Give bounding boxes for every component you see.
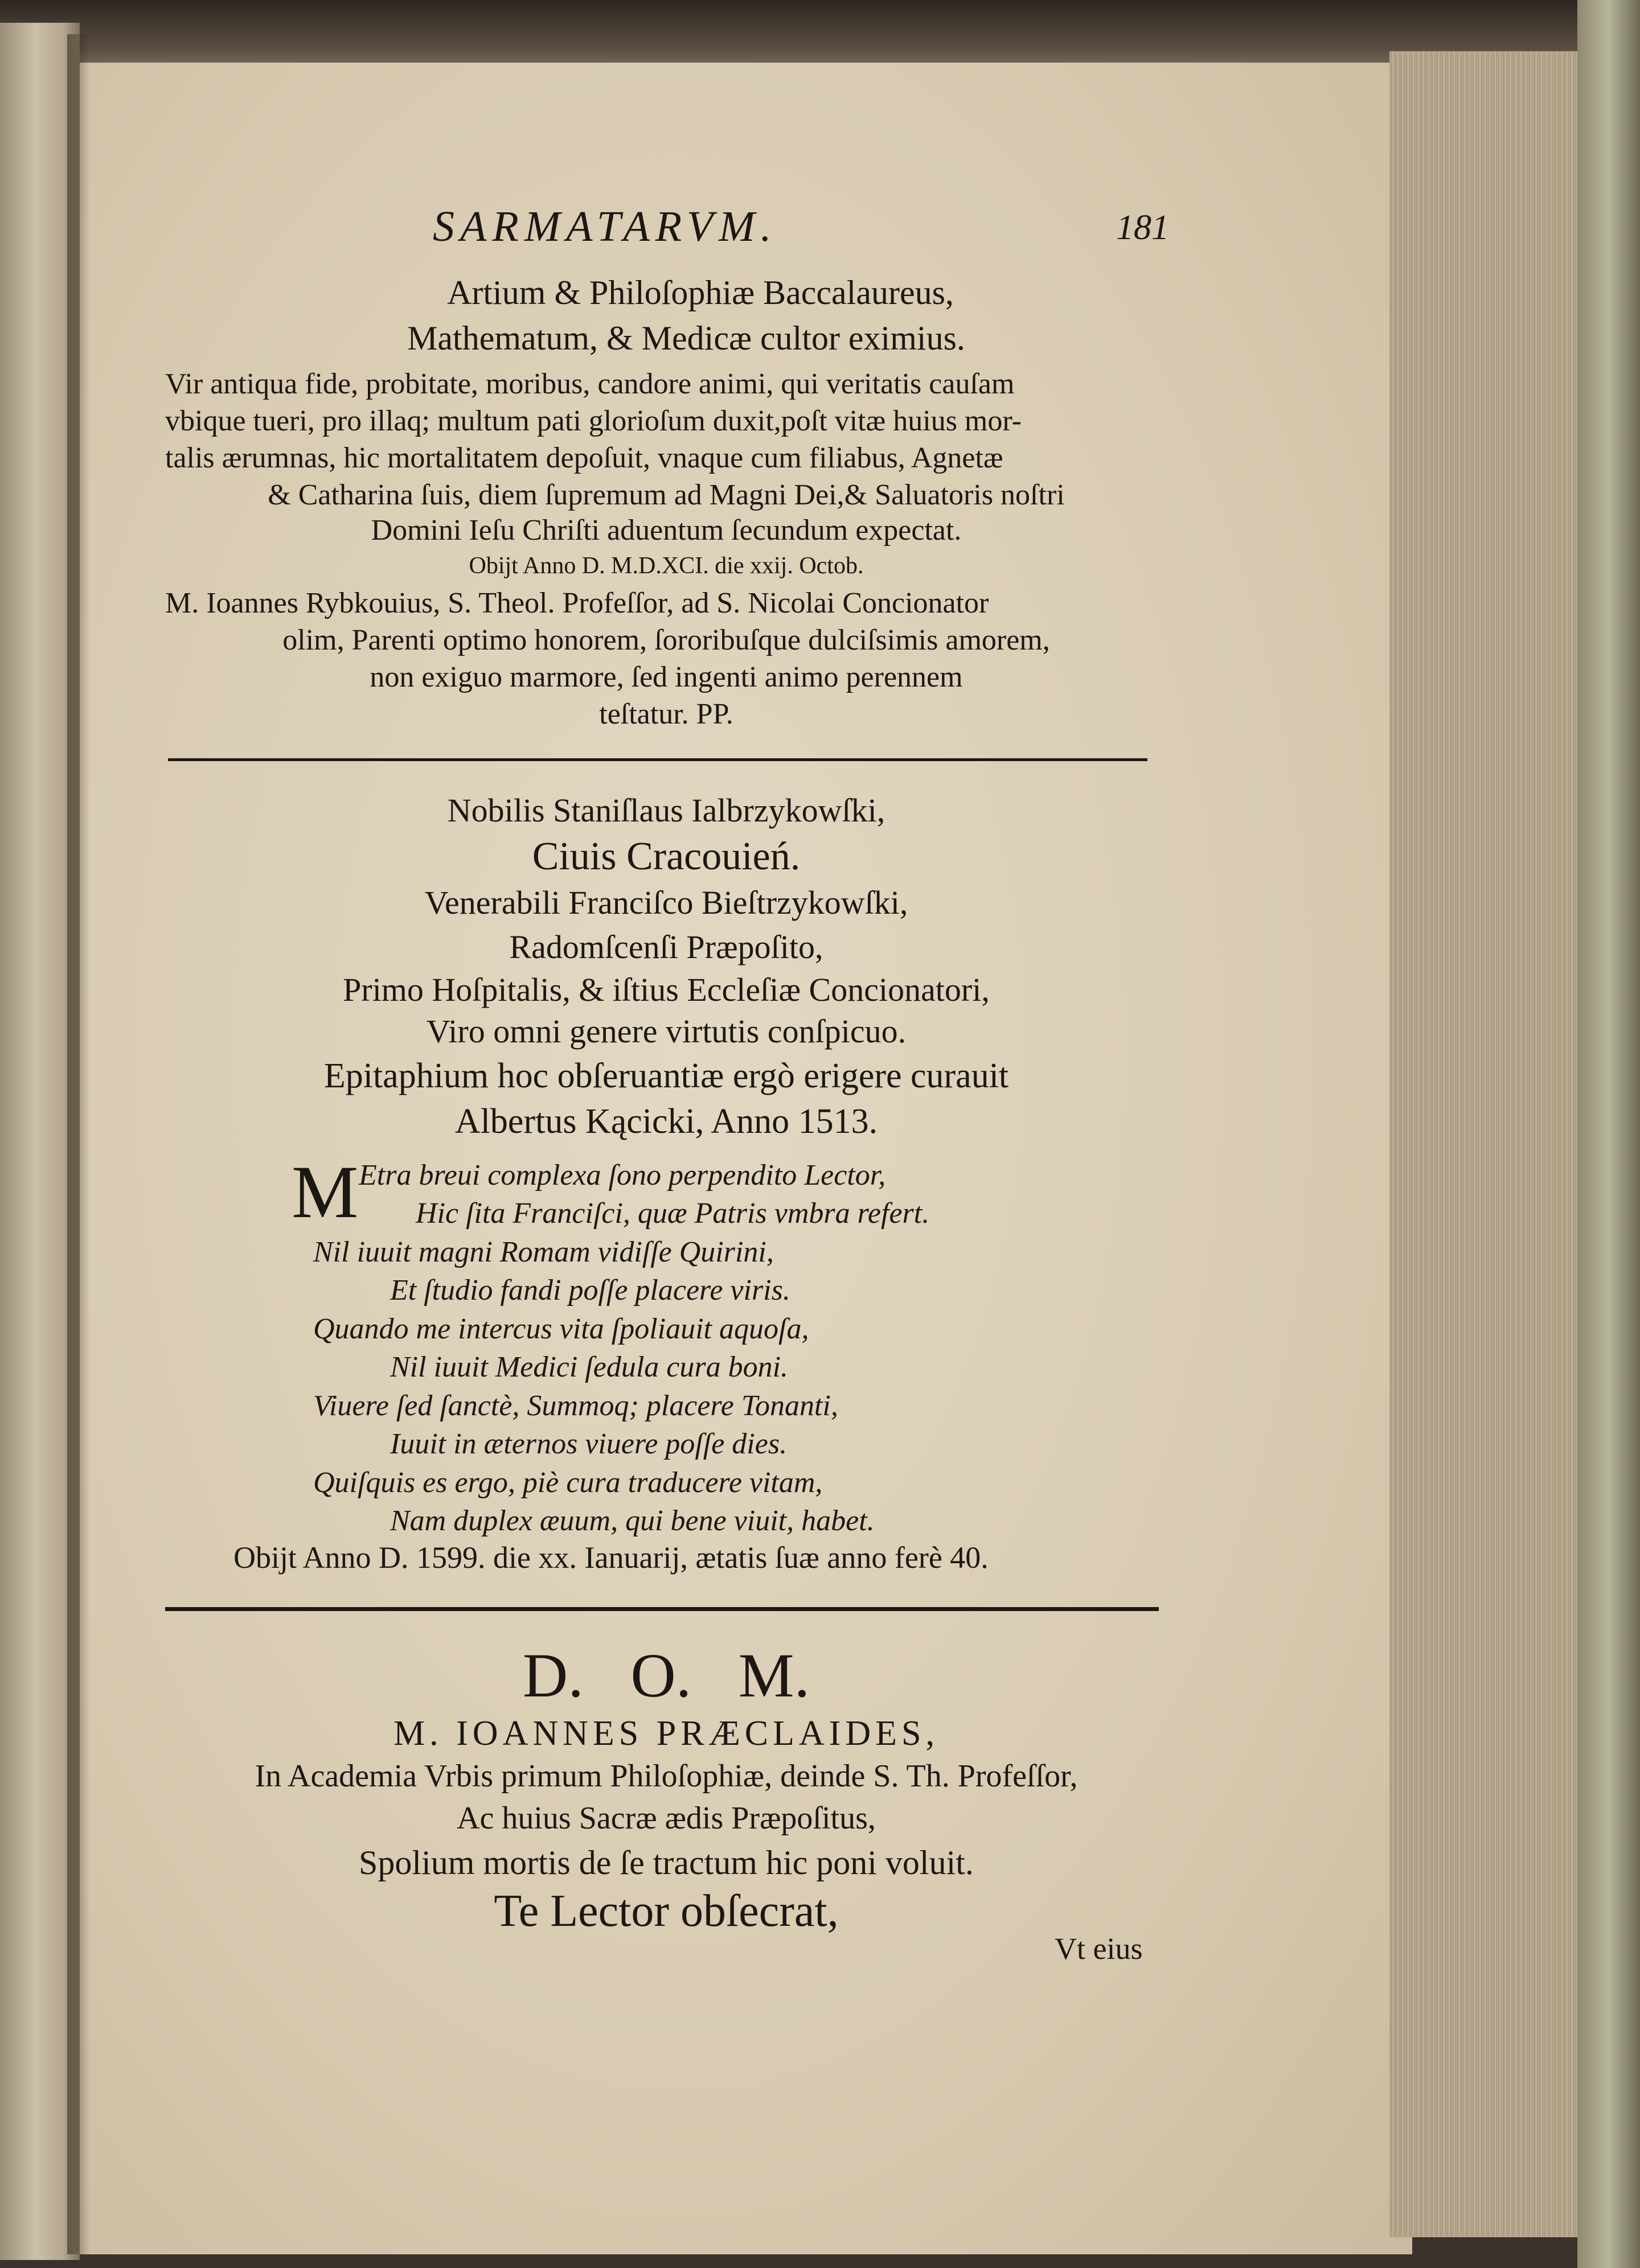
divider-rule [168, 758, 1147, 761]
dom-heading: D. O. M. [522, 1641, 810, 1710]
text-line: Mathematum, & Medicæ cultor eximius. [407, 319, 965, 357]
book-cover [1577, 0, 1640, 2268]
text-line: Nobilis Staniſlaus Ialbrzykowſki, [447, 792, 885, 829]
text-line: Ciuis Cracouień. [532, 835, 801, 878]
poem-line: Quando me intercus vita ſpoliauit aquoſa, [313, 1313, 809, 1345]
text-line: talis ærumnas, hic mortalitatem depoſuit, vnaque cum filiabus, Agnetæ [165, 442, 1003, 474]
text-line: Ac huius Sacræ ædis Præpoſitus, [457, 1801, 876, 1836]
date-line: Obijt Anno D. M.D.XCI. die xxij. Octob. [469, 553, 864, 579]
text-line: teſtatur. PP. [599, 698, 733, 730]
text-line: Primo Hoſpitalis, & iſtius Eccleſiæ Concionatori, [343, 971, 990, 1008]
text-line: Domini Ieſu Chriſti aduentum ſecundum expectat. [371, 514, 962, 547]
poem-line: Quiſquis es ergo, piè cura traducere vitam, [313, 1466, 823, 1499]
poem-line: Hic ſita Franciſci, quæ Patris vmbra refert. [416, 1197, 930, 1230]
gutter-shadow [67, 34, 90, 2254]
page-number: 181 [1116, 208, 1169, 247]
date-line: Obijt Anno D. 1599. die xx. Ianuarij, ætatis ſuæ anno ferè 40. [233, 1540, 989, 1575]
text-line: Vir antiqua fide, probitate, moribus, candore animi, qui veritatis cauſam [165, 368, 1015, 400]
text-line: Spolium mortis de ſe tractum hic poni voluit. [359, 1844, 974, 1881]
poem-line: Nam duplex æuum, qui bene viuit, habet. [390, 1505, 875, 1537]
poem-line: Nil iuuit Medici ſedula cura boni. [390, 1351, 789, 1383]
poem-line: Et ſtudio fandi poſſe placere viris. [390, 1274, 790, 1306]
text-line: Epitaphium hoc obſeruantiæ ergò erigere curauit [323, 1057, 1009, 1095]
text-line: Artium & Philoſophiæ Baccalaureus, [447, 274, 954, 311]
running-title: SARMATARVM. [433, 203, 777, 250]
text-line: Venerabili Franciſco Bieſtrzykowſki, [424, 884, 908, 921]
drop-cap: M [292, 1150, 359, 1234]
divider-rule [165, 1607, 1159, 1611]
text-line: Viro omni genere virtutis conſpicuo. [426, 1013, 907, 1050]
poem-line: Viuere ſed ſanctè, Summoq; placere Tonanti, [313, 1390, 838, 1422]
text-line: olim, Parenti optimo honorem, ſororibuſque dulciſsimis amorem, [282, 624, 1050, 656]
poem-line: Etra breui complexa ſono perpendito Lector, [359, 1159, 886, 1191]
text-line: Te Lector obſecrat, [494, 1886, 839, 1936]
text-line: & Catharina ſuis, diem ſupremum ad Magni Dei,& Saluatoris noſtri [268, 479, 1065, 511]
text-line: In Academia Vrbis primum Philoſophiæ, deinde S. Th. Profeſſor, [255, 1758, 1078, 1794]
text-line: M. IOANNES PRÆCLAIDES, [393, 1714, 939, 1753]
text-line: Radomſcenſi Præpoſito, [509, 928, 823, 965]
text-line: vbique tueri, pro illaq; multum pati glorioſum duxit,poſt vitæ huius mor- [165, 405, 1022, 437]
poem-line: Nil iuuit magni Romam vidiſſe Quirini, [313, 1236, 774, 1268]
page-edges [1389, 51, 1577, 2237]
text-line: Albertus Kącicki, Anno 1513. [454, 1102, 878, 1141]
text-line: non exiguo marmore, ſed ingenti animo perennem [370, 661, 963, 693]
poem-line: Iuuit in æternos viuere poſſe dies. [390, 1428, 788, 1460]
catchword: Vt eius [1055, 1932, 1143, 1966]
text-line: M. Ioannes Rybkouius, S. Theol. Profeſſor, ad S. Nicolai Concionator [165, 587, 989, 619]
